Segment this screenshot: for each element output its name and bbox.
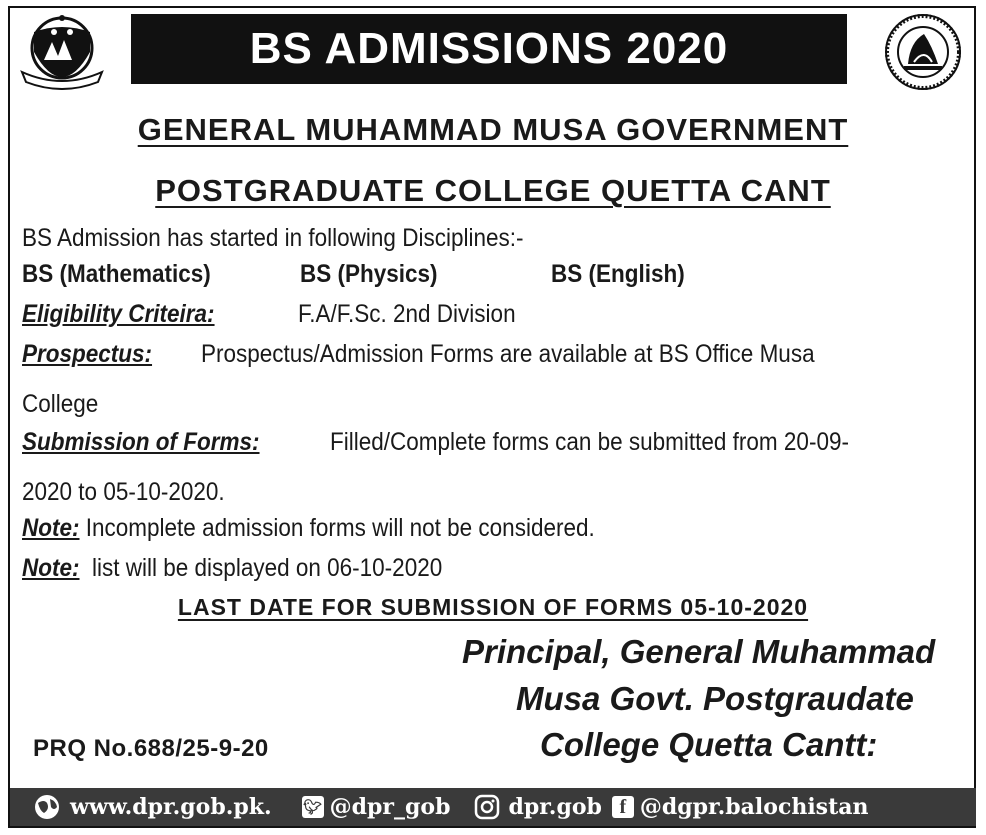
prospectus-value: Prospectus/Admission Forms are available at BS Office Musa — [201, 340, 815, 368]
footer-instagram[interactable]: dpr.gob — [508, 794, 602, 820]
college-emblem-icon — [18, 12, 106, 90]
prospectus-label: Prospectus: — [22, 340, 153, 368]
college-name-line2: POSTGRADUATE COLLEGE QUETTA CANT — [155, 173, 831, 208]
banner-title: BS ADMISSIONS 2020 — [131, 14, 847, 84]
submission-value: Filled/Complete forms can be submitted from 20-09- — [330, 428, 849, 456]
note-incomplete-forms: Note: Incomplete admission forms will not be considered. — [22, 514, 595, 542]
facebook-icon: f — [612, 796, 634, 818]
college-name-line1: GENERAL MUHAMMAD MUSA GOVERNMENT — [137, 112, 849, 147]
prq-number: PRQ No.688/25-9-20 — [33, 735, 269, 762]
submission-label: Submission of Forms: — [22, 428, 260, 456]
note-list-display: Note: list will be displayed on 06-10-2020 — [22, 554, 443, 582]
footer-twitter[interactable]: @dpr_gob — [329, 794, 451, 820]
signature-line3: College Quetta Cantt: — [540, 726, 878, 763]
eligibility-label: Eligibility Criteira: — [22, 300, 215, 328]
eligibility-value: F.A/F.Sc. 2nd Division — [298, 300, 516, 328]
twitter-icon: 🐦︎ — [302, 796, 324, 818]
footer-bar — [10, 788, 976, 826]
instagram-icon — [474, 794, 500, 820]
signature-line2: Musa Govt. Postgraudate — [516, 680, 914, 717]
dpr-seal-icon — [880, 12, 966, 92]
discipline-english: BS (English) — [551, 260, 685, 288]
footer-website[interactable]: www.dpr.gob.pk. — [70, 794, 272, 820]
footer-facebook[interactable]: @dgpr.balochistan — [639, 794, 869, 820]
signature-line1: Principal, General Muhammad — [462, 633, 936, 670]
last-date-notice: LAST DATE FOR SUBMISSION OF FORMS 05-10-2020 — [177, 594, 809, 620]
discipline-physics: BS (Physics) — [300, 260, 438, 288]
globe-icon — [32, 793, 62, 821]
intro-text: BS Admission has started in following Disciplines:- — [22, 224, 524, 252]
prospectus-value-continued: College — [22, 390, 99, 418]
discipline-mathematics: BS (Mathematics) — [22, 260, 211, 288]
submission-value-continued: 2020 to 05-10-2020. — [22, 478, 225, 506]
